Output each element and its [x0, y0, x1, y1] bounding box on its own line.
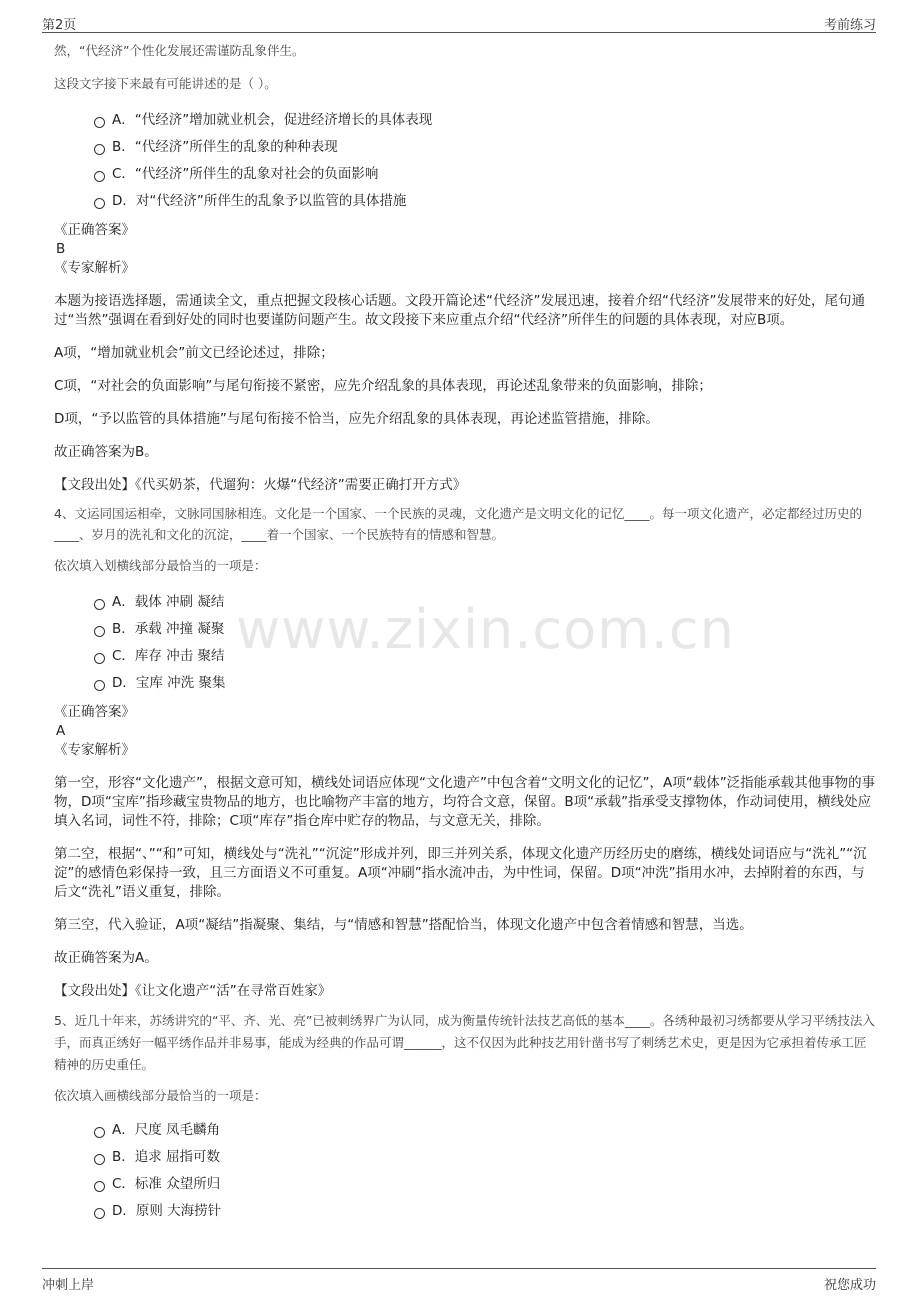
q4-option-d[interactable]: D．宝库 冲洗 聚集: [54, 670, 876, 697]
radio-icon[interactable]: [94, 680, 105, 691]
q3-analysis-2: A项，“增加就业机会”前文已经论述过，排除；: [54, 345, 334, 361]
q4-analysis-2: 第二空，根据“、”“和”可知，横线处与“洗礼”“沉淀”形成并列，即三并列关系，体现文化遗产历经历史的磨练，横线处词语应与“洗礼”“沉淀”的感情色彩保持一致，且三方面语义不可重复。A项“冲刷”指水流冲击，为中性词，保留。D项“冲洗”指用水冲，去掉附着的东西，与后文“洗礼”语义重复，排除。: [54, 846, 867, 900]
q4-analysis-4: 故正确答案为A。: [54, 950, 158, 966]
q5-option-c[interactable]: C．标准 众望所归: [54, 1171, 876, 1198]
radio-icon[interactable]: [94, 117, 105, 128]
q4-prompt: 依次填入划横线部分最恰当的一项是：: [54, 558, 267, 573]
q4-option-a[interactable]: A．载体 冲刷 凝结: [54, 589, 876, 616]
q4-analysis-1: 第一空，形容“文化遗产”，根据文意可知，横线处词语应体现“文化遗产”中包含着“文明文化的记忆”，A项“载体”泛指能承载其他事物的事物，D项“宝库”指珍藏宝贵物品的地方，也比喻物产丰富的地方，均符合文意，保留。B项“承载”指承受支撑物体，作动词使用，横线处应填入名词，词性不符，排除；C项“库存”指仓库中贮存的物品，与文意无关，排除。: [54, 775, 876, 829]
q4-stem: 4、文运同国运相牵，文脉同国脉相连。文化是一个国家、一个民族的灵魂，文化遗产是文明文化的记忆____。每一项文化遗产，必定都经过历史的____、岁月的洗礼和文化的沉淀，____着一个国家、一个民族特有的情感和智慧。: [54, 506, 862, 542]
q4-options: [54, 589, 876, 697]
radio-icon[interactable]: [94, 198, 105, 209]
radio-icon[interactable]: [94, 599, 105, 610]
radio-icon[interactable]: [94, 1181, 105, 1192]
q4-answer-label: 《正确答案》: [54, 704, 135, 720]
q3-analysis-4: D项，“予以监管的具体措施”与尾句衔接不恰当，应先介绍乱象的具体表现，再论述监管措施，排除。: [54, 411, 659, 427]
q5-prompt: 依次填入画横线部分最恰当的一项是：: [54, 1088, 267, 1103]
q4-source: 【文段出处】《让文化遗产“活”在寻常百姓家》: [54, 983, 332, 999]
q5-option-b[interactable]: B．追求 屈指可数: [54, 1144, 876, 1171]
radio-icon[interactable]: [94, 171, 105, 182]
q3-option-c[interactable]: C．“代经济”所伴生的乱象对社会的负面影响: [54, 161, 876, 188]
q3-option-b[interactable]: B．“代经济”所伴生的乱象的种种表现: [54, 134, 876, 161]
q3-analysis-1: 本题为接语选择题，需通读全文，重点把握文段核心话题。文段开篇论述“代经济”发展迅速，接着介绍“代经济”发展带来的好处，尾句通过“当然”强调在看到好处的同时也要谨防问题产生。故文段接下来应重点介绍“代经济”所伴生的问题的具体表现，对应B项。: [54, 293, 865, 328]
radio-icon[interactable]: [94, 653, 105, 664]
q3-option-d[interactable]: D．对“代经济”所伴生的乱象予以监管的具体措施: [54, 188, 876, 215]
q3-prompt: 这段文字接下来最有可能讲述的是（ ）。: [54, 76, 277, 91]
q5-option-d[interactable]: D．原则 大海捞针: [54, 1198, 876, 1225]
radio-icon[interactable]: [94, 1154, 105, 1165]
q3-analysis-5: 故正确答案为B。: [54, 444, 158, 460]
page-header: [42, 12, 876, 33]
q3-expert-label: 《专家解析》: [54, 260, 135, 276]
watermark: www.zixin.com.cn: [236, 598, 735, 661]
radio-icon[interactable]: [94, 144, 105, 155]
header-title: 考前练习: [823, 18, 876, 33]
q3-options: [54, 107, 876, 215]
radio-icon[interactable]: [94, 626, 105, 637]
q4-option-c[interactable]: C．库存 冲击 聚结: [54, 643, 876, 670]
q4-answer: A: [56, 723, 66, 739]
q5-option-a[interactable]: A．尺度 凤毛麟角: [54, 1117, 876, 1144]
q3-answer: B: [56, 241, 66, 257]
footer-left-text: 冲刺上岸: [42, 1278, 95, 1293]
q3-analysis-3: C项，“对社会的负面影响”与尾句衔接不紧密，应先介绍乱象的具体表现，再论述乱象带来的负面影响，排除；: [54, 378, 712, 394]
q3-stem-tail: 然，“代经济”个性化发展还需谨防乱象伴生。: [54, 43, 305, 58]
q3-option-a[interactable]: A．“代经济”增加就业机会，促进经济增长的具体表现: [54, 107, 876, 134]
q3-answer-label: 《正确答案》: [54, 222, 135, 238]
q5-stem: 5、近几十年来，苏绣讲究的“平、齐、光、亮”已被刺绣界广为认同，成为衡量传统针法技艺高低的基本____。各绣种最初习绣都要从学习平绣技法入手，而真正绣好一幅平绣作品并非易事，能成为经典的作品可谓______，这不仅因为此种技艺用针凿书写了刺绣艺术史，更是因为它承担着传承工匠精神的历史重任。: [54, 1013, 875, 1072]
q4-analysis-3: 第三空，代入验证，A项“凝结”指凝聚、集结，与“情感和智慧”搭配恰当，体现文化遗产中包含着情感和智慧，当选。: [54, 917, 753, 933]
q5-options: [54, 1117, 876, 1225]
radio-icon[interactable]: [94, 1127, 105, 1138]
q4-expert-label: 《专家解析》: [54, 742, 135, 758]
radio-icon[interactable]: [94, 1208, 105, 1219]
q4-option-b[interactable]: B．承载 冲撞 凝聚: [54, 616, 876, 643]
footer-right-text: 祝您成功: [823, 1278, 876, 1293]
page-footer: [42, 1268, 876, 1293]
q3-source: 【文段出处】《代买奶茶，代遛狗：火爆“代经济”需要正确打开方式》: [54, 477, 467, 493]
page-number: 第2页: [42, 18, 77, 33]
document-content: [54, 40, 876, 1225]
